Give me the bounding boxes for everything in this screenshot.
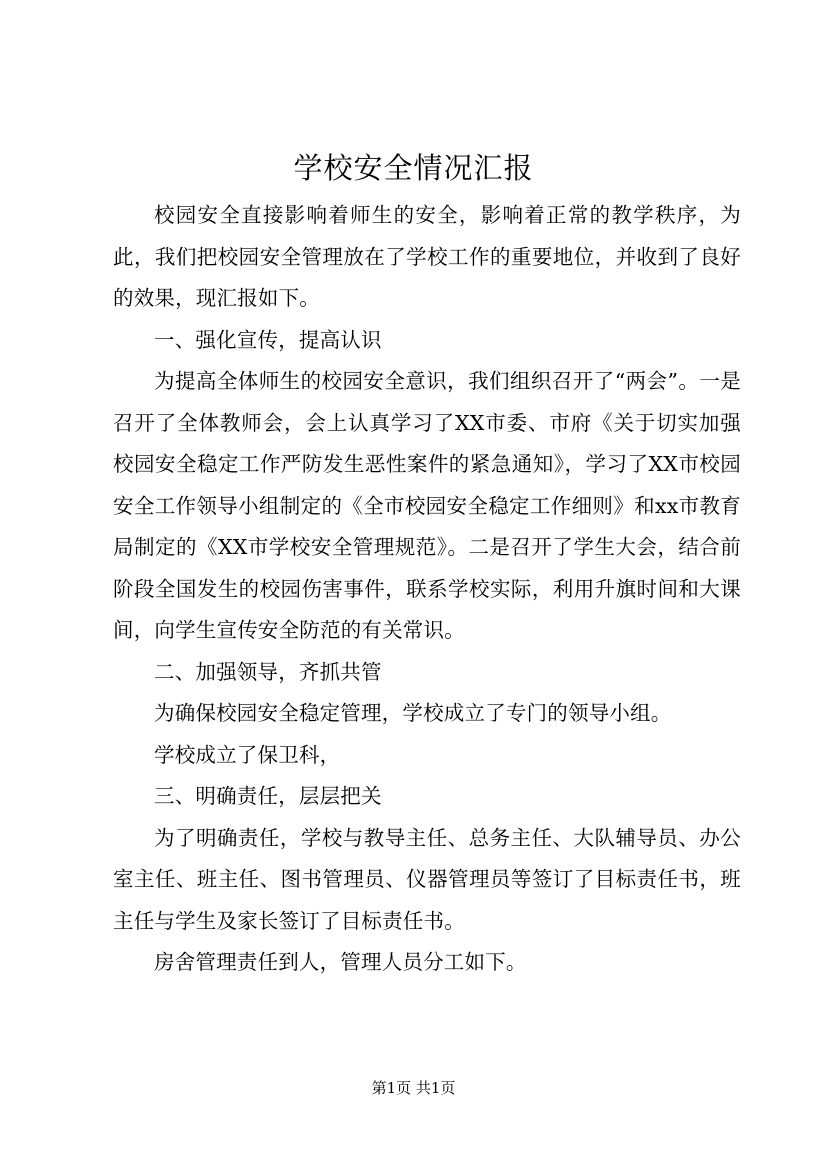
- paragraph-security-dept: 学校成立了保卫科，: [154, 742, 341, 767]
- section-heading-1: 一、强化宣传，提高认识: [154, 327, 382, 352]
- section-heading-2: 二、加强领导，齐抓共管: [154, 659, 382, 684]
- paragraph-intro: 校园安全直接影响着师生的安全，影响着正常的教学秩序，为此，我们把校园安全管理放在了学校工作的重要地位，并收到了良好的效果，现汇报如下。: [113, 203, 741, 310]
- section-heading-3: 三、明确责任，层层把关: [154, 784, 382, 808]
- document-title: 学校安全情况汇报: [293, 151, 534, 185]
- page-footer: 第1页 共1页: [371, 1079, 456, 1097]
- paragraph-publicity: 为提高全体师生的校园安全意识，我们组织召开了“两会”。一是召开了全体教师会，会上认真学习了XX市委、市府《关于切实加强校园安全稳定工作严防发生恶性案件的紧急通知》，学习了XX市校园安全工作领导小组制定的《全市校园安全稳定工作细则》和xx市教育局制定的《XX市学校安全管理规范》。二是召开了学生大会，结合前阶段全国发生的校园伤害事件，联系学校实际，利用升旗时间和大课间，向学生宣传安全防范的有关常识。: [113, 369, 741, 642]
- document-body: [113, 195, 741, 984]
- paragraph-housing: 房舍管理责任到人，管理人员分工如下。: [154, 950, 527, 974]
- paragraph-responsibility: 为了明确责任，学校与教导主任、总务主任、大队辅导员、办公室主任、班主任、图书管理员、仪器管理员等签订了目标责任书，班主任与学生及家长签订了目标责任书。: [113, 825, 741, 933]
- paragraph-leadership: 为确保校园安全稳定管理，学校成立了专门的领导小组。: [154, 701, 672, 725]
